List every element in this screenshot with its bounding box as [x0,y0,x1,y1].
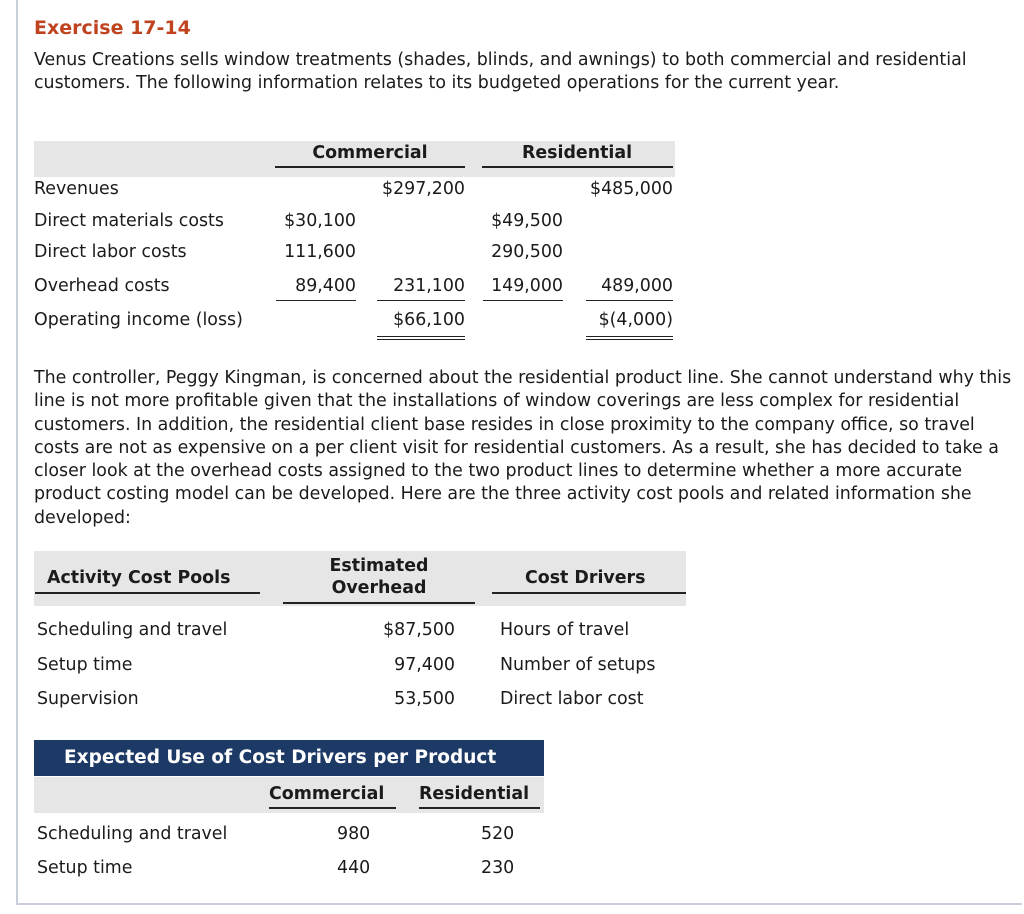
activity-driver: Hours of travel [500,620,630,640]
activity-overhead: 97,400 [394,655,455,675]
activity-pool: Supervision [37,689,139,709]
budget-cell: $30,100 [284,211,356,231]
usage-title-bar: Expected Use of Cost Drivers per Product [34,740,544,776]
usage-header-rule [269,807,396,809]
activity-header-rule [492,592,686,594]
budget-row-label: Revenues [34,179,119,199]
budget-header-commercial: Commercial [312,143,428,163]
budget-cell: 290,500 [491,242,563,262]
usage-header-rule [419,807,540,809]
intro-paragraph: Venus Creations sells window treatments (shades, blinds, and awnings) to both commercial and residential customers. The following information relates to its budgeted operations for the current year. [34,50,967,94]
usage-residential: 520 [481,824,515,844]
activity-pool: Scheduling and travel [37,620,228,640]
activity-header-overhead: Estimated Overhead [329,556,429,598]
total-double-rule [377,336,465,340]
budget-cell: $297,200 [382,179,465,199]
usage-header-commercial: Commercial [269,784,385,804]
budget-cell: 489,000 [601,276,673,296]
usage-residential: 230 [481,858,515,878]
total-double-rule [586,336,673,340]
activity-header-drivers: Cost Drivers [525,568,646,588]
budget-header-rule-residential [482,166,673,168]
subtotal-rule [276,300,356,301]
budget-row-label: Direct materials costs [34,211,224,231]
usage-commercial: 980 [337,824,371,844]
usage-row-label: Setup time [37,858,133,878]
budget-cell: $66,100 [393,310,465,330]
budget-cell: 231,100 [393,276,465,296]
budget-cell: 111,600 [284,242,356,262]
usage-commercial: 440 [337,858,371,878]
budget-row-label: Overhead costs [34,276,170,296]
subtotal-rule [483,300,563,301]
activity-pool: Setup time [37,655,133,675]
budget-header-residential: Residential [521,143,633,163]
exercise-title: Exercise 17-14 [34,17,191,39]
budget-row-label: Operating income (loss) [34,310,243,330]
activity-header-pools: Activity Cost Pools [47,568,231,588]
usage-row-label: Scheduling and travel [37,824,228,844]
activity-overhead: $87,500 [383,620,455,640]
budget-cell: $49,500 [491,211,563,231]
subtotal-rule [586,300,673,301]
budget-header-rule-commercial [275,166,465,168]
budget-cell: $(4,000) [598,310,673,330]
budget-cell: 89,400 [295,276,356,296]
activity-overhead: 53,500 [394,689,455,709]
activity-header-rule [35,592,260,594]
budget-cell: 149,000 [491,276,563,296]
activity-driver: Direct labor cost [500,689,644,709]
usage-header-residential: Residential [419,784,530,804]
activity-header-rule [283,602,475,604]
narrative-paragraph: The controller, Peggy Kingman, is concerned about the residential product line. She cannot understand why this line is not more profitable given that the installations of window coverings are less complex for residential customers. In addition, the residential client base resides in close proximity to the company office, so travel costs are not as expensive on a per client visit for residential customers. As a result, she has decided to take a closer look at the overhead costs assigned to the two product lines to determine whether a more accurate product costing model can be developed. Here are the three activity cost pools and related information she developed: [34,368,1012,528]
budget-cell: $485,000 [590,179,673,199]
budget-row-label: Direct labor costs [34,242,187,262]
subtotal-rule [377,300,465,301]
activity-driver: Number of setups [500,655,656,675]
